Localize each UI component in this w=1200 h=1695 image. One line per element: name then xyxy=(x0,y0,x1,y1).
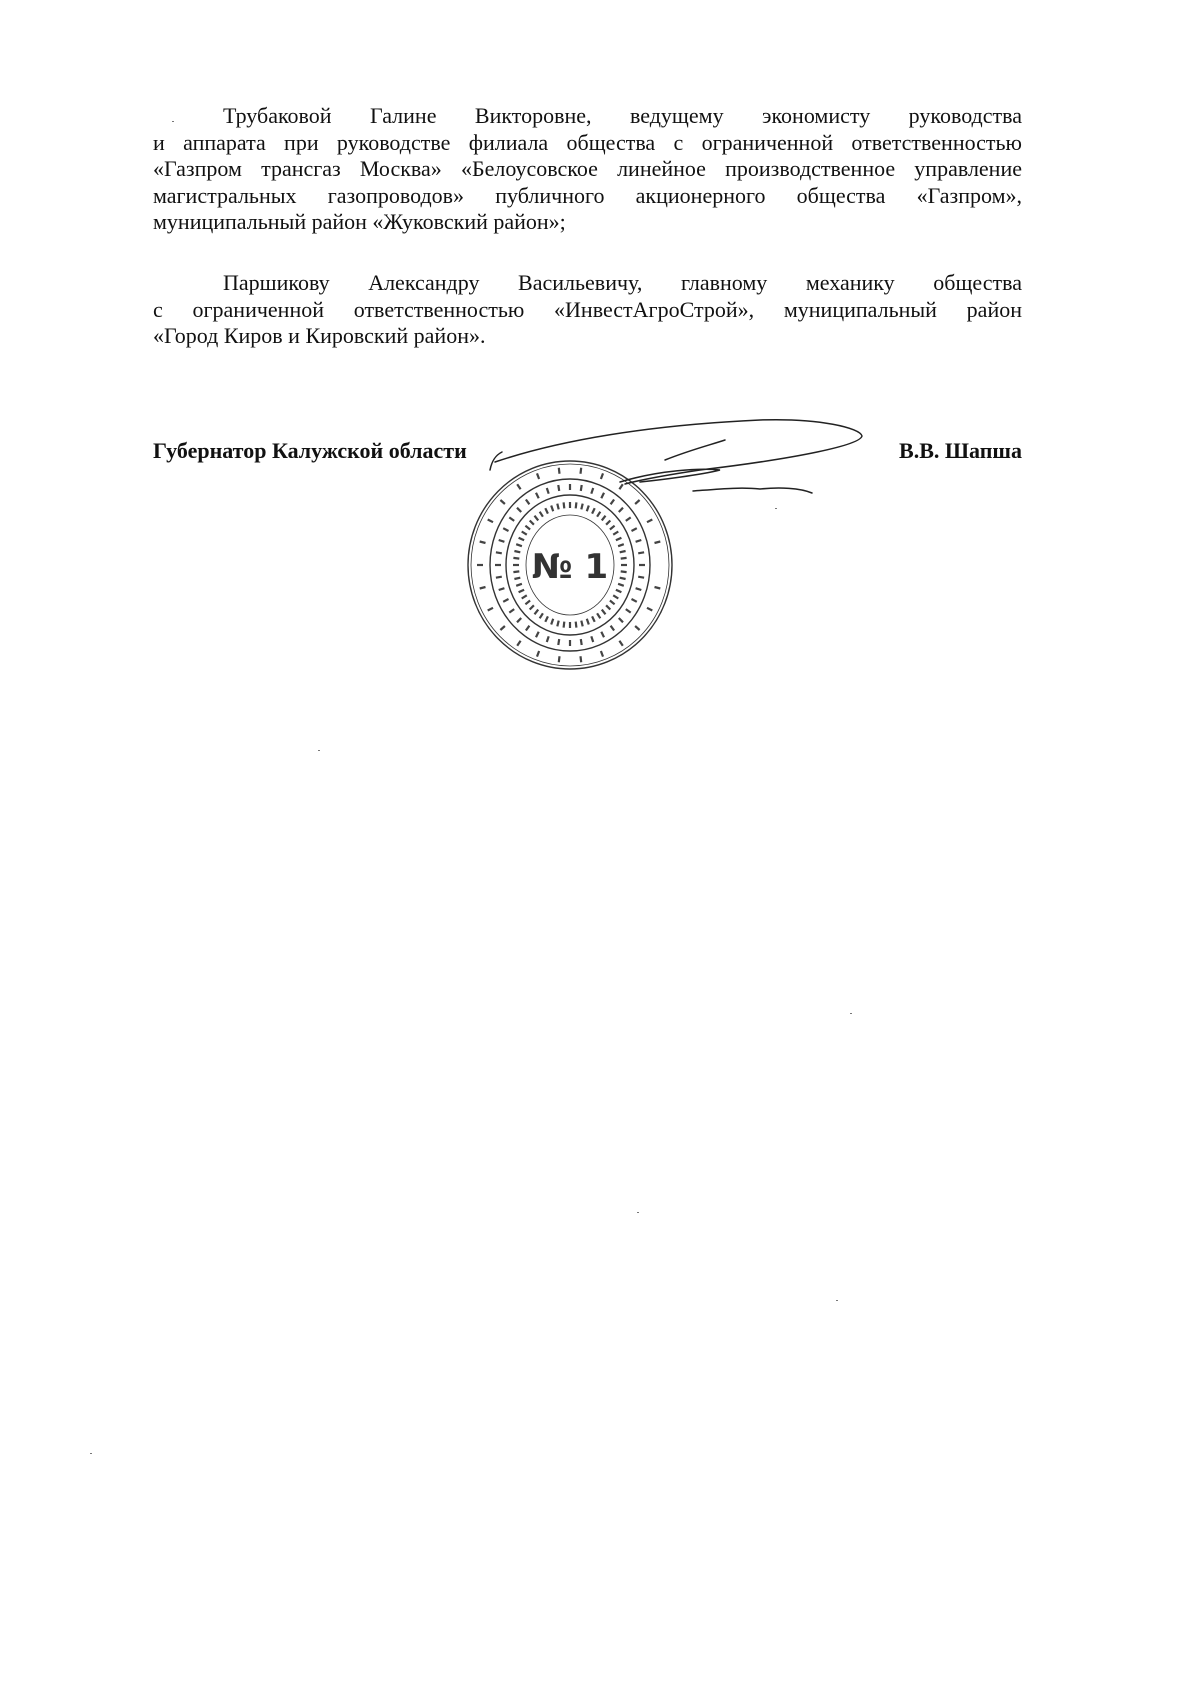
stamp-letter-mark xyxy=(638,552,644,553)
stamp-letter-mark xyxy=(503,528,508,531)
signatory-name: В.В. Шапша xyxy=(899,438,1022,463)
stamp-letter-mark xyxy=(516,544,522,546)
scan-speck xyxy=(850,1013,852,1014)
stamp-letter-mark xyxy=(587,619,589,625)
stamp-letter-mark xyxy=(581,639,582,645)
stamp-letter-mark xyxy=(536,632,539,637)
stamp-letter-mark xyxy=(522,532,527,535)
stamp-letter-mark xyxy=(499,540,505,542)
stamp-letter-mark xyxy=(537,651,539,657)
stamp-letter-mark xyxy=(581,504,582,510)
stamp-letter-mark xyxy=(513,558,519,559)
stamp-letter-mark xyxy=(619,641,622,646)
scan-speck xyxy=(775,508,777,509)
stamp-letter-mark xyxy=(636,540,642,542)
stamp-letter-mark xyxy=(616,538,622,541)
scan-speck xyxy=(637,1212,639,1213)
stamp-letter-mark xyxy=(540,613,543,618)
stamp-letter-mark xyxy=(618,584,624,586)
stamp-letter-mark xyxy=(591,488,593,494)
stamp-letter-mark xyxy=(522,595,527,598)
stamp-letter-mark xyxy=(581,621,582,627)
stamp-letter-mark xyxy=(635,626,640,630)
stamp-letter-mark xyxy=(647,520,652,523)
scan-speck xyxy=(90,1453,92,1454)
stamp-letter-mark xyxy=(480,542,486,544)
stamp-letter-mark xyxy=(558,485,559,491)
stamp-letter-mark xyxy=(626,517,631,521)
stamp-letter-mark xyxy=(591,636,593,642)
stamp-letter-mark xyxy=(503,599,508,602)
stamp-letter-mark xyxy=(610,601,615,605)
stamp-letter-mark xyxy=(620,551,626,552)
stamp-letter-mark xyxy=(525,526,530,530)
stamp-letter-mark xyxy=(638,577,644,578)
stamp-letter-mark xyxy=(606,605,610,609)
stamp-letter-mark xyxy=(496,577,502,578)
text-line: «Город Киров и Кировский район». xyxy=(153,323,486,348)
stamp-letter-mark xyxy=(535,516,539,521)
stamp-letter-mark xyxy=(621,558,627,559)
stamp-letter-mark xyxy=(564,622,565,628)
stamp-letter-mark xyxy=(559,468,560,474)
stamp-letter-mark xyxy=(601,651,603,657)
stamp-letter-mark xyxy=(517,484,520,489)
stamp-letter-mark xyxy=(626,609,631,613)
stamp-letter-mark xyxy=(526,500,530,505)
stamp-letter-mark xyxy=(592,508,595,513)
stamp-letter-mark xyxy=(655,587,661,589)
stamp-letter-mark xyxy=(601,473,603,479)
stamp-letter-mark xyxy=(581,485,582,491)
stamp-letter-mark xyxy=(601,493,604,498)
stamp-letter-mark xyxy=(581,656,582,662)
handwritten-signature xyxy=(490,420,862,493)
stamp-letter-mark xyxy=(513,571,519,572)
stamp-letter-mark xyxy=(613,532,618,535)
stamp-letter-mark xyxy=(496,552,502,553)
stamp-letter-mark xyxy=(545,508,548,513)
stamp-letter-mark xyxy=(488,520,493,523)
stamp-letter-mark xyxy=(509,517,514,521)
stamp-letter-mark xyxy=(619,618,623,622)
scan-speck xyxy=(318,750,320,751)
stamp-letter-mark xyxy=(613,595,618,598)
scan-speck xyxy=(836,1300,838,1301)
stamp-letter-mark xyxy=(517,618,521,622)
stamp-letter-mark xyxy=(499,588,505,590)
stamp-letter-mark xyxy=(526,626,530,631)
stamp-letter-mark xyxy=(587,506,589,512)
stamp-letter-mark xyxy=(536,493,539,498)
stamp-letter-mark xyxy=(576,622,577,628)
stamp-letter-mark xyxy=(602,516,606,521)
stamp-letter-mark xyxy=(547,488,549,494)
stamp-letter-mark xyxy=(551,619,553,625)
stamp-letter-mark xyxy=(632,528,637,531)
stamp-letter-mark xyxy=(514,578,520,579)
stamp-letter-mark xyxy=(632,599,637,602)
stamp-letter-mark xyxy=(619,508,623,512)
stamp-letter-mark xyxy=(514,551,520,552)
stamp-letter-mark xyxy=(655,542,661,544)
stamp-letter-mark xyxy=(530,521,534,525)
stamp-letter-mark xyxy=(619,484,622,489)
text-line: с ограниченной ответственностью «ИнвестАгроСтрой», муниципальный район xyxy=(153,296,1022,322)
stamp-letter-mark xyxy=(606,521,610,525)
text-line: муниципальный район «Жуковский район»; xyxy=(153,209,566,234)
stamp-letter-mark xyxy=(530,605,534,609)
stamp-letter-mark xyxy=(558,639,559,645)
stamp-letter-mark xyxy=(636,588,642,590)
stamp-letter-mark xyxy=(517,508,521,512)
stamp-letter-mark xyxy=(525,601,530,605)
stamp-letter-mark xyxy=(592,616,595,621)
text-line: «Газпром трансгаз Москва» «Белоусовское линейное производственное управление xyxy=(153,156,1022,181)
stamp-letter-mark xyxy=(576,502,577,508)
stamp-letter-mark xyxy=(488,608,493,611)
stamp-letter-mark xyxy=(611,626,615,631)
text-line: Паршикову Александру Васильевичу, главному механику общества xyxy=(223,270,1022,295)
stamp-letter-mark xyxy=(597,613,600,618)
stamp-number: № 1 xyxy=(531,547,609,587)
stamp-letter-mark xyxy=(545,616,548,621)
stamp-letter-mark xyxy=(500,500,505,504)
stamp-letter-mark xyxy=(509,609,514,613)
stamp-letter-mark xyxy=(540,512,543,517)
text-line: Трубаковой Галине Викторовне, ведущему экономисту руководства xyxy=(223,103,1022,128)
stamp-letter-mark xyxy=(618,544,624,546)
stamp-letter-mark xyxy=(635,500,640,504)
scan-speck xyxy=(172,121,174,122)
stamp-letter-mark xyxy=(480,587,486,589)
stamp-letter-mark xyxy=(500,626,505,630)
stamp-letter-mark xyxy=(601,632,604,637)
stamp-letter-mark xyxy=(610,526,615,530)
text-line: магистральных газопроводов» публичного акционерного общества «Газпром», xyxy=(153,182,1022,208)
stamp-letter-mark xyxy=(557,504,558,510)
stamp-letter-mark xyxy=(547,636,549,642)
stamp-letter-mark xyxy=(621,571,627,572)
stamp-letter-mark xyxy=(557,621,558,627)
stamp-letter-mark xyxy=(519,590,525,593)
text-line: и аппарата при руководстве филиала общества с ограниченной ответственностью xyxy=(153,129,1022,155)
stamp-letter-mark xyxy=(535,610,539,615)
stamp-letter-mark xyxy=(516,584,522,586)
stamp-letter-mark xyxy=(559,656,560,662)
stamp-letter-mark xyxy=(581,468,582,474)
stamp-letter-mark xyxy=(597,512,600,517)
stamp-letter-mark xyxy=(519,538,525,541)
stamp-letter-mark xyxy=(620,578,626,579)
stamp-letter-mark xyxy=(602,610,606,615)
stamp-letter-mark xyxy=(537,473,539,479)
stamp-letter-mark xyxy=(647,608,652,611)
stamp-letter-mark xyxy=(611,500,615,505)
stamp-letter-mark xyxy=(517,641,520,646)
stamp-letter-mark xyxy=(551,506,553,512)
signatory-title: Губернатор Калужской области xyxy=(153,438,467,463)
stamp-letter-mark xyxy=(564,502,565,508)
stamp-letter-mark xyxy=(616,590,622,593)
